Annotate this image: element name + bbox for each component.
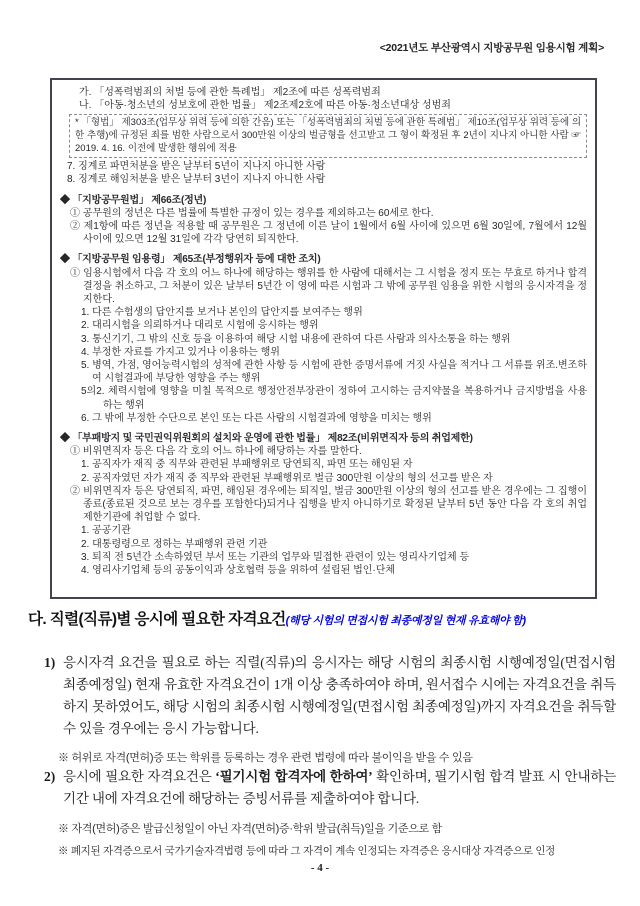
paragraph-text	[63, 766, 616, 810]
subitem-3: 3. 통신기기, 그 밖의 신호 등을 이용하여 해당 시험 내용에 관하여 다른 사람과 의사소통을 하는 행위	[81, 333, 511, 345]
clause-1: ① 공무원의 정년은 다른 법률에 특별한 규정이 있는 경우를 제외하고는 60세로 한다.	[70, 207, 434, 219]
subitem-1: 1. 공직자가 재직 중 직무와 관련된 부패행위로 당연퇴직, 파면 또는 해임된 자	[81, 459, 413, 471]
law-item-ga: 가. 「성폭력범죄의 처벌 등에 관한 특례법」 제2조에 따른 성폭력범죄	[79, 87, 381, 98]
clause-2: ② 비위면직자 등은 당연퇴직, 파면, 해임된 경우에는 퇴직일, 벌금 300만원 이상의 형의 선고를 받은 경우에는 그 집행이 종료(종료된 것으로 보는 경우를 포함한다)되거나 집행을 받지 아니하기로 확정된 날부터 5년 동안 다음 각 호의 취업제한기관에 취업할 수 없다.	[70, 485, 587, 524]
section-cheating-measures	[59, 253, 587, 425]
paragraph-text-bold: ‘필기시험 합격자에 한하여’	[215, 769, 373, 784]
subitem-4: 4. 영리사기업체 등의 공동이익과 상호협력 등을 위하여 설립된 법인·단체	[81, 565, 396, 577]
clause-intro: ① 임용시험에서 다음 각 호의 어느 하나에 해당하는 행위를 한 사람에 대해서는 그 시험을 정지 또는 무효로 하거나 합격 결정을 취소하고, 그 처분이 있은 날부터 5년간 이 영에 따른 시험과 그 밖에 공무원 임용을 위한 시험의 응시자격을 정지한다.	[70, 267, 587, 306]
section-title: ◆ 「부패방지 및 국민권익위원회의 설치와 운영에 관한 법률」 제82조(비위면직자 등의 취업제한)	[60, 433, 473, 445]
paragraph-number: 2)	[44, 769, 56, 784]
section-corruption-dismissal	[59, 432, 587, 577]
law-item-8: 8. 징계로 해임처분을 받은 날부터 3년이 지나지 아니한 사람	[67, 174, 326, 186]
subitem-1: 1. 다른 수험생의 답안지를 보거나 본인의 답안지를 보여주는 행위	[81, 307, 363, 319]
paragraph-text: 응시자격 요건을 필요로 하는 직렬(직류)의 응시자는 해당 시험의 최종시험 시행예정일(면접시험 최종예정일) 현재 유효한 자격요건이 1개 이상 충족하여야 하며, 원서접수 시에는 자격요건을 취득하지 못하였어도, 해당 시험의 최종시험 시행예정일(면접시험 최종예정일)까지 자격요건을 취득할 수 있을 경우에는 응시 가능합니다.	[63, 655, 616, 736]
document-title: <2021년도 부산광역시 지방공무원 임용시험 계획>	[379, 42, 604, 54]
section-title: ◆ 「지방공무원 임용령」 제65조(부정행위자 등에 대한 조치)	[60, 254, 321, 266]
subitem-2: 2. 대통령령으로 정하는 부패행위 관련 기관	[81, 538, 268, 550]
clause-2: ② 제1항에 따른 정년을 적용할 때 공무원은 그 정년에 이른 날이 1월에서 6월 사이에 있으면 6월 30일에, 7월에서 12월 사이에 있으면 12월 31일에 각각 당연히 퇴직한다.	[70, 221, 587, 246]
paragraph-text-pre: 응시에 필요한 자격요건은	[63, 769, 216, 784]
clause-1: ① 비위면직자 등은 다음 각 호의 어느 하나에 해당하는 자를 말한다.	[70, 446, 362, 458]
paragraph-2	[44, 766, 616, 810]
subitem-3: 3. 퇴직 전 5년간 소속하였던 부서 또는 기관의 업무와 밀접한 관련이 있는 영리사기업체 등	[81, 551, 470, 563]
section-title: ◆ 「지방공무원법」 제66조(정년)	[60, 194, 207, 206]
subitem-2: 2. 공직자였던 자가 재직 중 직무와 관련된 부패행위로 벌금 300만원 이상의 형의 선고를 받은 자	[81, 472, 493, 484]
law-item-na: 나. 「아동·청소년의 성보호에 관한 법률」 제2조제2호에 따른 아동·청소년대상 성범죄	[79, 100, 451, 112]
law-footnote-box: * 「형법」 제303조(업무상 위력 등에 의한 간음) 또는 「성폭력범죄의 처벌 등에 관한 특례법」 제10조(업무상 위력 등에 의한 추행)에 규정된 죄를 범한 사람으로서 300만원 이상의 벌금형을 선고받고 그 형이 확정된 후 2년이 지나지 아니한 사람 ☞ 2019. 4. 16. 이전에 발생한 행위에 적용	[69, 114, 587, 158]
note-license-date: ※ 자격(면허)증은 발급신청일이 아닌 자격(면허)증·학위 발급(취득)일을 기준으로 함	[58, 823, 442, 835]
subitem-2: 2. 대리시험을 의뢰하거나 대리로 시험에 응시하는 행위	[81, 320, 319, 332]
paragraph-number: 1)	[44, 655, 56, 670]
subitem-6: 6. 그 밖에 부정한 수단으로 본인 또는 다른 사람의 시험결과에 영향을 미치는 행위	[81, 412, 432, 424]
subitem-1: 1. 공공기관	[81, 525, 131, 537]
section-da-title-note: (해당 시험의 면접시험 최종예정일 현재 유효해야 함)	[285, 615, 526, 627]
page-number: - 4 -	[310, 862, 330, 874]
law-item-7: 7. 징계로 파면처분을 받은 날부터 5년이 지나지 아니한 사람	[67, 161, 326, 173]
legal-provisions-box	[50, 78, 597, 599]
note-false-registration: ※ 허위로 자격(면허)증 또는 학위를 등록하는 경우 관련 법령에 따라 불이익을 받을 수 있음	[58, 752, 473, 764]
paragraph-1	[44, 652, 616, 740]
paragraph-text-post: 확인하며, 필기시험 합격 발표 시 안내하는 기간 내에 자격요건에 해당하는 증빙서류를 제출하여야 합니다.	[63, 769, 616, 806]
section-retirement-age	[59, 194, 587, 247]
section-da-title: 다. 직렬(직류)별 응시에 필요한 자격요건	[28, 611, 286, 628]
section-da-heading	[28, 607, 618, 629]
note-abolished-license: ※ 폐지된 자격증으로서 국가기술자격법령 등에 따라 그 자격이 계속 인정되는 자격증은 응시대상 자격증으로 인정	[58, 845, 556, 857]
subitem-5: 5. 병역, 가점, 영어능력시험의 성적에 관한 사항 등 시험에 관한 증명서류에 거짓 사실을 적거나 그 서류를 위조.변조하여 시험결과에 부당한 영향을 주는 행위	[81, 360, 587, 385]
subitem-4: 4. 부정한 자료를 가지고 있거나 이용하는 행위	[81, 346, 280, 358]
subitem-5-2: 5의2. 체력시험에 영향을 미칠 목적으로 행정안전부장관이 정하여 고시하는 금지약물을 복용하거나 금지방법을 사용하는 행위	[81, 386, 587, 411]
